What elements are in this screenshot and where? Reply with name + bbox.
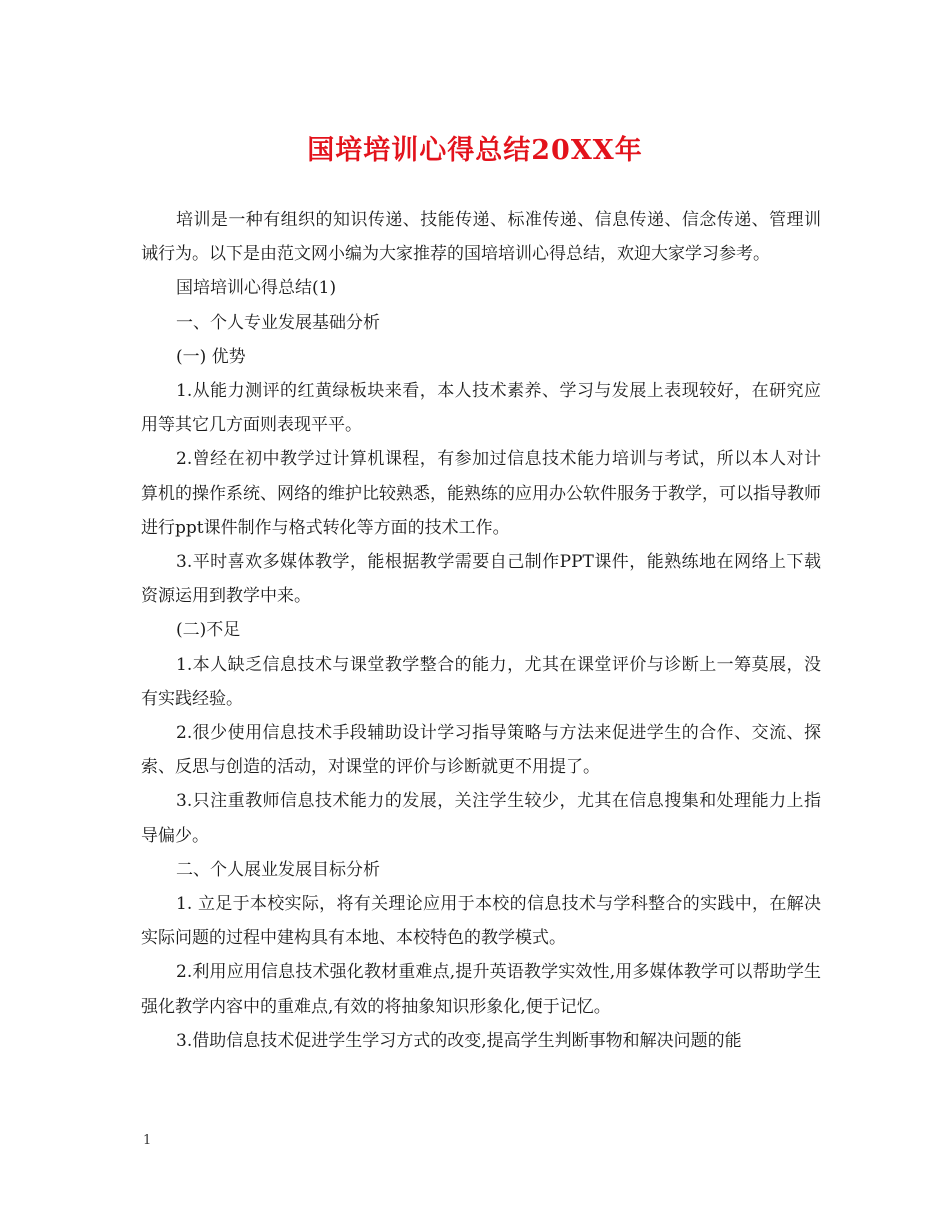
document-body	[141, 203, 821, 1058]
paragraph-heading-2: 二、个人展业发展目标分析	[176, 859, 380, 880]
page-number: 1	[143, 1133, 152, 1148]
paragraph-weakness-3: 3.只注重教师信息技术能力的发展，关注学生较少，尤其在信息搜集和处理能力上指导偏少。	[141, 791, 821, 846]
paragraph-goal-1: 1. 立足于本校实际，将有关理论应用于本校的信息技术与学科整合的实践中，在解决实际问题的过程中建构具有本地、本校特色的教学模式。	[141, 894, 821, 949]
document-title: 国培培训心得总结20XX年	[307, 135, 643, 166]
paragraph-heading-1: 一、个人专业发展基础分析	[176, 312, 380, 333]
paragraph-weakness-1: 1.本人缺乏信息技术与课堂教学整合的能力，尤其在课堂评价与诊断上一筹莫展，没有实践经验。	[141, 654, 821, 709]
paragraph-section-heading: 国培培训心得总结(1)	[176, 278, 337, 299]
paragraph-goal-2: 2.利用应用信息技术强化教材重难点,提升英语教学实效性,用多媒体教学可以帮助学生强化教学内容中的重难点,有效的将抽象知识形象化,便于记忆。	[141, 962, 821, 1017]
paragraph-weakness-2: 2.很少使用信息技术手段辅助设计学习指导策略与方法来促进学生的合作、交流、探索、反思与创造的活动，对课堂的评价与诊断就更不用提了。	[141, 723, 821, 778]
paragraph-strength-1: 1.从能力测评的红黄绿板块来看，本人技术素养、学习与发展上表现较好，在研究应用等其它几方面则表现平平。	[141, 381, 821, 436]
paragraph-intro: 培训是一种有组织的知识传递、技能传递、标准传递、信息传递、信念传递、管理训诫行为。以下是由范文网小编为大家推荐的国培培训心得总结，欢迎大家学习参考。	[141, 210, 821, 265]
paragraph-subheading-strengths: (一) 优势	[176, 346, 246, 367]
paragraph-strength-3: 3.平时喜欢多媒体教学，能根据教学需要自己制作PPT课件，能熟练地在网络上下载资源运用到教学中来。	[141, 552, 821, 607]
paragraph-goal-3: 3.借助信息技术促进学生学习方式的改变,提高学生判断事物和解决问题的能	[176, 1030, 742, 1051]
paragraph-subheading-weaknesses: (二)不足	[176, 620, 241, 641]
paragraph-strength-2: 2.曾经在初中教学过计算机课程，有参加过信息技术能力培训与考试，所以本人对计算机的操作系统、网络的维护比较熟悉，能熟练的应用办公软件服务于教学，可以指导教师进行ppt课件制作与格式转化等方面的技术工作。	[141, 449, 821, 538]
